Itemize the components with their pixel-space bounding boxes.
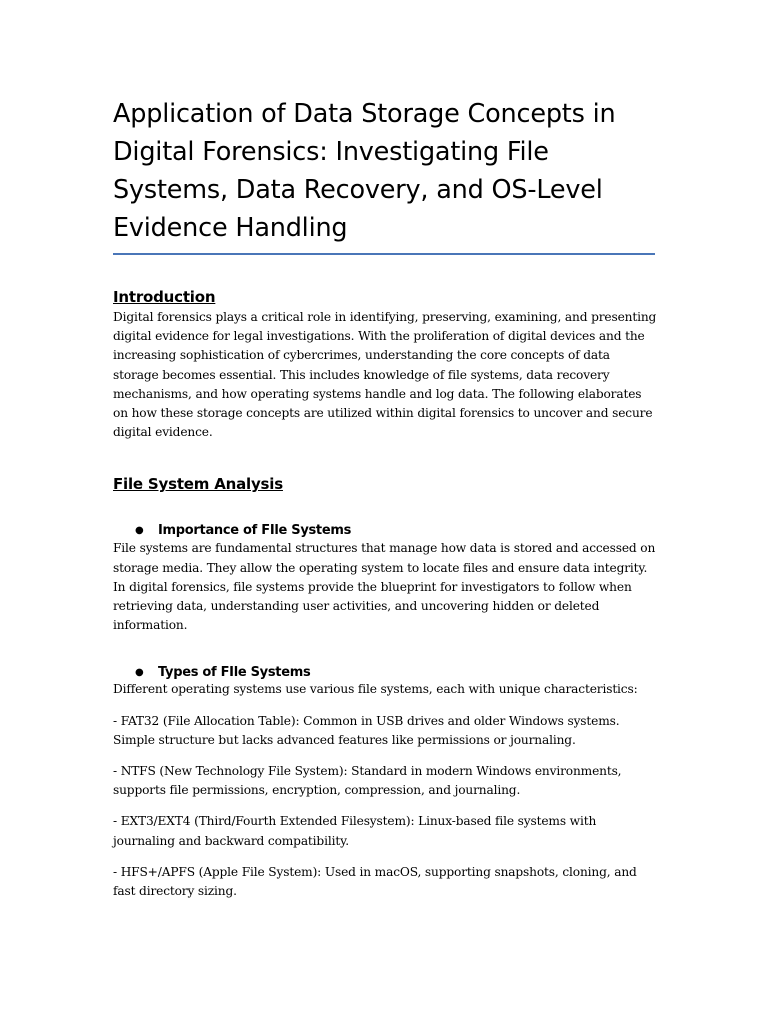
types-intro-paragraph: Different operating systems use various file systems, each with unique characteristics: (113, 682, 638, 697)
importance-paragraph: File systems are fundamental structures that manage how data is stored and accessed on storage media. They allow the operating system to locate files and ensure data integrity. In digital forensics, file systems provide the blueprint for investigators to follow when retrieving data, understanding user activities, and uncovering hidden or deleted information. (113, 541, 656, 633)
introduction-paragraph: Digital forensics plays a critical role in identifying, preserving, examining, and presenting digital evidence for legal investigations. With the proliferation of digital devices and the increasing sophistication of cybercrimes, understanding the core concepts of data storage becomes essential. This includes knowledge of file systems, data recovery mechanisms, and how operating systems handle and log data. The following elaborates on how these storage concepts are utilized within digital forensics to uncover and secure digital evidence. (113, 310, 657, 440)
fat32-paragraph: - FAT32 (File Allocation Table): Common in USB drives and older Windows systems. Simple structure but lacks advanced features like permissions or journaling. (113, 713, 620, 747)
bullet-icon: ● (135, 667, 144, 679)
document-page (113, 95, 658, 901)
importance-subheading: Importance of FIle Systems (158, 523, 352, 539)
title-divider (113, 253, 655, 255)
bullet-importance (135, 523, 658, 538)
ntfs-paragraph: - NTFS (New Technology File System): Standard in modern Windows environments, supports file permissions, encryption, compression, and journaling. (113, 764, 622, 798)
ext-paragraph: - EXT3/EXT4 (Third/Fourth Extended Filesystem): Linux-based file systems with journaling and backward compatibility. (113, 814, 597, 848)
apfs-paragraph: - HFS+/APFS (Apple File System): Used in macOS, supporting snapshots, cloning, and fast directory sizing. (113, 864, 637, 899)
bullet-types (135, 665, 658, 680)
document-title: Application of Data Storage Concepts in Digital Forensics: Investigating File Systems, Data Recovery, and OS-Level Evidence Handling (113, 99, 616, 243)
introduction-heading: Introduction (113, 288, 216, 306)
file-system-analysis-heading: File System Analysis (113, 475, 283, 494)
bullet-icon: ● (135, 525, 144, 537)
types-subheading: Types of FIle Systems (158, 665, 311, 681)
